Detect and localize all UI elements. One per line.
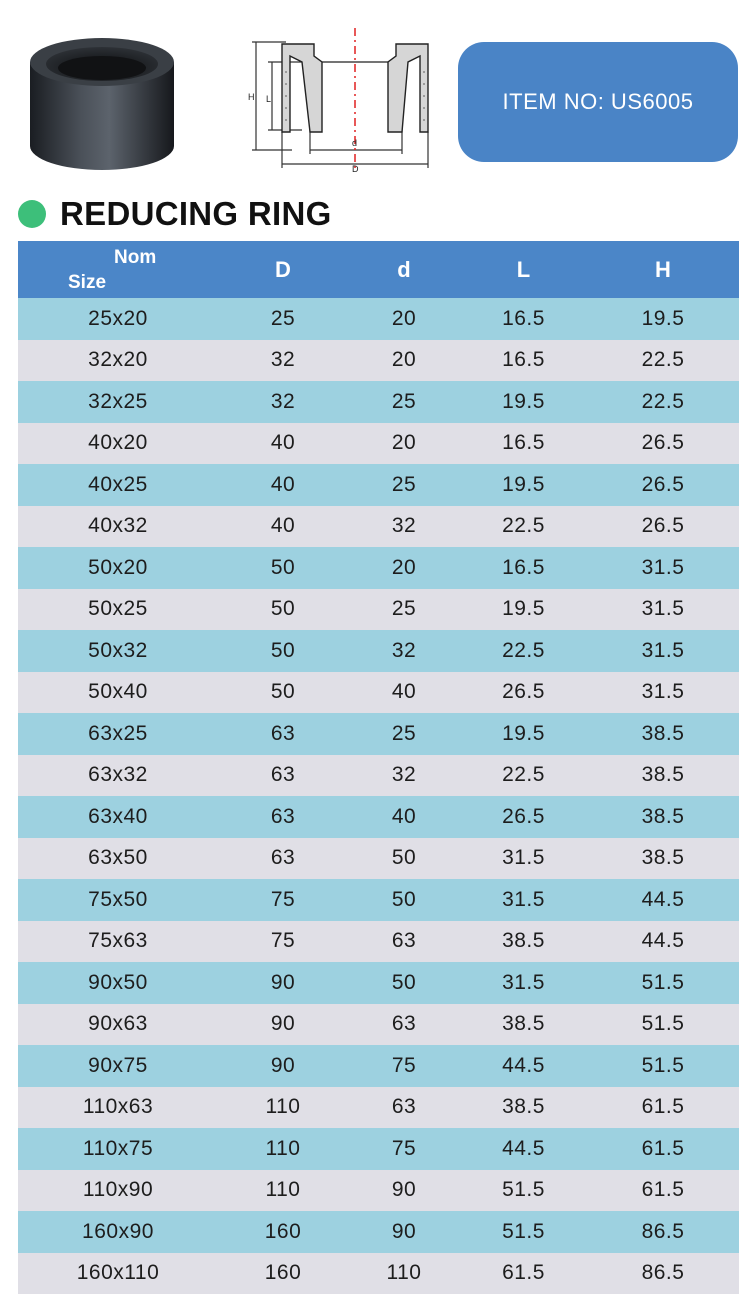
spec-table (18, 241, 739, 1294)
cell-nom-size: 90x75 (88, 1053, 148, 1077)
cell-height: 31.5 (641, 555, 685, 579)
cell-length: 16.5 (502, 348, 545, 372)
cell-nom-size: 110x75 (82, 1136, 154, 1160)
cell-inner-diameter: 20 (391, 348, 417, 372)
section-title-row (18, 194, 332, 234)
cell-nom-size: 25x20 (88, 306, 148, 330)
cell-nom-size: 50x32 (88, 638, 148, 662)
cell-length: 61.5 (502, 1261, 545, 1285)
cell-inner-diameter: 25 (391, 721, 417, 745)
table-row (18, 464, 739, 506)
table-row (18, 589, 739, 631)
table-row (18, 713, 739, 755)
cell-inner-diameter: 20 (391, 555, 417, 579)
cell-inner-diameter: 50 (391, 846, 417, 870)
cell-length: 38.5 (502, 1012, 545, 1036)
table-header (18, 241, 739, 298)
cell-outer-diameter: 40 (270, 472, 296, 496)
cell-height: 51.5 (641, 1053, 685, 1077)
cell-inner-diameter: 50 (391, 970, 417, 994)
page-title: REDUCING RING (60, 195, 332, 232)
cell-outer-diameter: 40 (270, 514, 296, 538)
cell-inner-diameter: 90 (391, 1178, 417, 1202)
cell-inner-diameter: 50 (391, 887, 417, 911)
cell-length: 31.5 (502, 887, 545, 911)
table-row (18, 423, 739, 465)
cell-inner-diameter: 90 (391, 1219, 417, 1243)
cell-height: 61.5 (641, 1178, 685, 1202)
cell-nom-size: 32x20 (88, 348, 148, 372)
table-row (18, 921, 739, 963)
cell-height: 26.5 (641, 431, 685, 455)
table-row (18, 1004, 739, 1046)
cell-outer-diameter: 75 (270, 887, 296, 911)
cell-height: 61.5 (641, 1095, 685, 1119)
cell-nom-size: 40x20 (88, 431, 148, 455)
cell-nom-size: 50x40 (88, 680, 148, 704)
product-photo (22, 28, 182, 178)
cell-nom-size: 110x90 (82, 1178, 154, 1202)
cell-length: 19.5 (502, 472, 545, 496)
cell-inner-diameter: 40 (391, 804, 417, 828)
header-inner-diameter: d (397, 256, 411, 282)
cell-outer-diameter: 50 (270, 597, 296, 621)
cell-height: 22.5 (641, 389, 685, 413)
cell-length: 16.5 (502, 306, 545, 330)
cell-nom-size: 63x25 (88, 721, 148, 745)
table-row (18, 962, 739, 1004)
cell-height: 38.5 (641, 763, 685, 787)
cell-inner-diameter: 40 (391, 680, 417, 704)
cell-nom-size: 40x32 (88, 514, 148, 538)
cell-height: 22.5 (641, 348, 685, 372)
bullet-dot-icon (18, 200, 46, 228)
cell-length: 16.5 (502, 555, 545, 579)
cell-nom-size: 50x20 (88, 555, 148, 579)
cell-outer-diameter: 63 (270, 721, 296, 745)
cell-height: 44.5 (641, 887, 685, 911)
table-row (18, 672, 739, 714)
cell-length: 22.5 (502, 763, 545, 787)
table-row (18, 1045, 739, 1087)
cell-inner-diameter: 63 (391, 1095, 417, 1119)
header-size: Size (68, 272, 107, 293)
cell-height: 44.5 (641, 929, 685, 953)
cell-nom-size: 110x63 (82, 1095, 154, 1119)
cell-outer-diameter: 160 (264, 1219, 302, 1243)
cell-outer-diameter: 40 (270, 431, 296, 455)
cell-outer-diameter: 63 (270, 763, 296, 787)
cell-height: 38.5 (641, 846, 685, 870)
item-number-badge: ITEM NO: US6005 (458, 42, 738, 162)
drawing-label-h: H (248, 92, 255, 102)
cell-length: 51.5 (502, 1178, 545, 1202)
cell-height: 26.5 (641, 472, 685, 496)
table-row (18, 838, 739, 880)
header-length: L (516, 256, 531, 282)
cell-inner-diameter: 110 (386, 1261, 422, 1285)
cell-length: 51.5 (502, 1219, 545, 1243)
cell-inner-diameter: 63 (391, 1012, 417, 1036)
table-row (18, 1128, 739, 1170)
cell-height: 38.5 (641, 721, 685, 745)
cell-nom-size: 63x50 (88, 846, 148, 870)
cell-outer-diameter: 90 (270, 1053, 296, 1077)
cell-length: 44.5 (502, 1136, 545, 1160)
header-outer-diameter: D (275, 256, 291, 282)
cell-outer-diameter: 90 (270, 1012, 296, 1036)
table-row (18, 298, 739, 340)
cell-outer-diameter: 32 (270, 389, 296, 413)
cell-inner-diameter: 20 (391, 431, 417, 455)
cell-outer-diameter: 25 (270, 306, 296, 330)
cell-height: 86.5 (641, 1261, 685, 1285)
cell-inner-diameter: 75 (391, 1053, 417, 1077)
cell-inner-diameter: 25 (391, 597, 417, 621)
cell-outer-diameter: 63 (270, 804, 296, 828)
cell-inner-diameter: 32 (391, 514, 417, 538)
cell-height: 26.5 (641, 514, 685, 538)
cell-height: 31.5 (641, 638, 685, 662)
cell-length: 26.5 (502, 680, 545, 704)
cell-inner-diameter: 75 (391, 1136, 417, 1160)
cell-nom-size: 40x25 (88, 472, 148, 496)
cell-length: 31.5 (502, 846, 545, 870)
cell-height: 86.5 (641, 1219, 685, 1243)
cell-inner-diameter: 32 (391, 638, 417, 662)
cell-inner-diameter: 32 (391, 763, 417, 787)
cell-length: 38.5 (502, 929, 545, 953)
cell-nom-size: 90x50 (88, 970, 148, 994)
cell-nom-size: 63x32 (88, 763, 148, 787)
cell-length: 22.5 (502, 638, 545, 662)
table-row (18, 1170, 739, 1212)
cell-nom-size: 90x63 (88, 1012, 148, 1036)
cell-nom-size: 160x90 (82, 1219, 154, 1243)
cell-nom-size: 50x25 (88, 597, 148, 621)
table-row (18, 340, 739, 382)
cell-length: 31.5 (502, 970, 545, 994)
table-row (18, 1087, 739, 1129)
cell-height: 38.5 (641, 804, 685, 828)
table-row (18, 381, 739, 423)
header-height: H (655, 256, 671, 282)
header-section (0, 0, 750, 190)
table-row (18, 547, 739, 589)
cell-outer-diameter: 32 (270, 348, 296, 372)
table-row (18, 879, 739, 921)
cell-length: 19.5 (502, 389, 545, 413)
table-row (18, 506, 739, 548)
cell-height: 51.5 (641, 1012, 685, 1036)
drawing-label-l: L (266, 94, 272, 104)
cell-inner-diameter: 20 (391, 306, 417, 330)
cell-outer-diameter: 90 (270, 970, 296, 994)
cell-outer-diameter: 63 (270, 846, 296, 870)
cell-nom-size: 160x110 (76, 1261, 160, 1285)
cell-height: 19.5 (641, 306, 685, 330)
cell-outer-diameter: 160 (264, 1261, 302, 1285)
table-row (18, 755, 739, 797)
table-row (18, 630, 739, 672)
cell-outer-diameter: 50 (270, 638, 296, 662)
cell-length: 19.5 (502, 597, 545, 621)
cell-inner-diameter: 25 (391, 472, 417, 496)
table-row (18, 1211, 739, 1253)
cell-height: 31.5 (641, 597, 685, 621)
cell-outer-diameter: 50 (270, 555, 296, 579)
cell-length: 22.5 (502, 514, 545, 538)
cell-nom-size: 75x50 (88, 887, 148, 911)
cell-outer-diameter: 110 (265, 1178, 301, 1202)
cell-length: 16.5 (502, 431, 545, 455)
cell-nom-size: 32x25 (88, 389, 148, 413)
cell-height: 61.5 (641, 1136, 685, 1160)
cell-inner-diameter: 63 (391, 929, 417, 953)
cell-height: 31.5 (641, 680, 685, 704)
cell-length: 26.5 (502, 804, 545, 828)
cell-length: 38.5 (502, 1095, 545, 1119)
table-row (18, 1253, 739, 1295)
cell-nom-size: 63x40 (88, 804, 148, 828)
cell-outer-diameter: 75 (270, 929, 296, 953)
drawing-label-small-d: d (352, 138, 358, 148)
cell-outer-diameter: 110 (265, 1136, 301, 1160)
header-nom-size (18, 241, 218, 298)
cell-length: 19.5 (502, 721, 545, 745)
table-body (18, 298, 739, 1294)
cell-height: 51.5 (641, 970, 685, 994)
cell-nom-size: 75x63 (88, 929, 148, 953)
cell-length: 44.5 (502, 1053, 545, 1077)
cell-inner-diameter: 25 (391, 389, 417, 413)
table-row (18, 796, 739, 838)
technical-drawing (242, 22, 442, 177)
drawing-label-big-d: D (352, 164, 359, 174)
header-nom: Nom (114, 247, 157, 268)
cell-outer-diameter: 110 (265, 1095, 301, 1119)
cell-outer-diameter: 50 (270, 680, 296, 704)
